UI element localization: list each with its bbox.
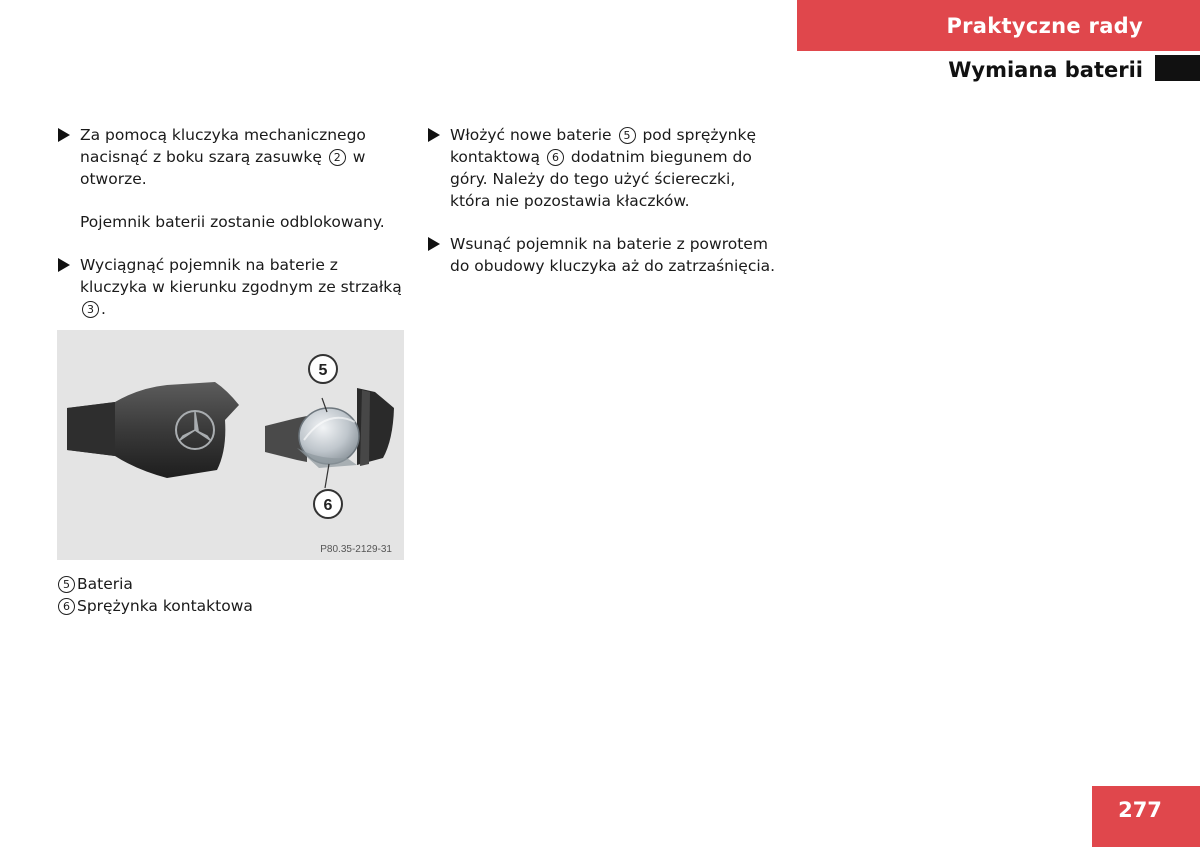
callout-spring [314,490,342,518]
callout-number: 6 [547,149,564,166]
callout-number: 3 [82,301,99,318]
step-pull-holder [58,254,408,320]
figure-legend [57,573,253,617]
legend-item: 5 Bateria [57,573,253,595]
step-arrow-icon [58,258,70,272]
step-arrow-icon [428,237,440,251]
step-insert-batteries [428,124,778,212]
page-title: Wymiana baterii [948,58,1143,82]
page-number: 277 [1092,786,1200,847]
callout-number: 5 [619,127,636,144]
legend-item: 6 Sprężynka kontaktowa [57,595,253,617]
key-battery-illustration [57,330,404,560]
figure-code: P80.35-2129-31 [320,544,392,555]
svg-text:5: 5 [318,362,328,379]
section-header: Praktyczne rady [797,0,1200,51]
svg-text:6: 6 [323,497,333,514]
step-arrow-icon [428,128,440,142]
step-text: Wyciągnąć pojemnik na baterie z kluczyka w kierunku zgodnym ze strzałką 3 . [80,256,402,318]
step-press-latch [58,124,408,233]
step-text: Za pomocą kluczyka mechanicznego nacisnąć z boku szarą zasuwkę 2 w otworze. [80,126,366,188]
step-text: Wsunąć pojemnik na baterie z powrotem do obudowy kluczyka aż do zatrzaśnięcia. [450,235,776,275]
callout-number: 2 [329,149,346,166]
key-fob-icon [67,382,239,478]
step-result: Pojemnik baterii zostanie odblokowany. [80,213,385,231]
step-slide-back [428,233,778,277]
battery-compartment-icon [265,388,394,488]
callout-number: 5 [58,576,75,593]
right-column [428,124,778,298]
title-marker [1155,55,1200,81]
callout-number: 6 [58,598,75,615]
callout-battery [309,355,337,383]
step-text: Włożyć nowe baterie 5 pod sprężynkę kontaktową 6 dodatnim biegunem do góry. Należy do tego użyć ściereczki, która nie pozostawia kłaczków. [450,126,756,210]
step-arrow-icon [58,128,70,142]
